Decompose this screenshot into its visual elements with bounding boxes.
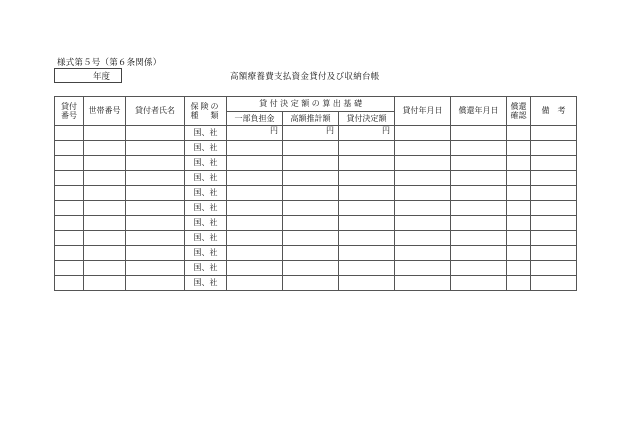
cell-partial-burden[interactable] [227, 156, 283, 171]
table-row [55, 171, 577, 186]
cell-partial-burden[interactable] [227, 246, 283, 261]
header-basis-group: 貸 付 決 定 額 の 算 出 基 礎 [227, 97, 395, 112]
cell-loan-no[interactable] [55, 276, 84, 291]
cell-insurance-type: 国、社 [185, 186, 227, 201]
header-insurance-type: 保険の 種 類 [185, 97, 227, 126]
cell-borrower-name[interactable] [126, 201, 185, 216]
cell-borrower-name[interactable] [126, 126, 185, 141]
table-row [55, 246, 577, 261]
cell-household-no[interactable] [84, 186, 126, 201]
cell-household-no[interactable] [84, 231, 126, 246]
cell-household-no[interactable] [84, 276, 126, 291]
cell-loan-decision[interactable] [339, 201, 395, 216]
cell-loan-no[interactable] [55, 246, 84, 261]
cell-insurance-type: 国、社 [185, 216, 227, 231]
cell-remarks[interactable] [531, 201, 577, 216]
year-field[interactable] [54, 68, 122, 83]
cell-loan-decision[interactable] [339, 276, 395, 291]
cell-household-no[interactable] [84, 261, 126, 276]
cell-household-no[interactable] [84, 171, 126, 186]
cell-loan-decision[interactable]: 円 [339, 126, 395, 141]
cell-remarks[interactable] [531, 186, 577, 201]
header-repayment-check: 償還 確認 [507, 97, 531, 126]
cell-repayment-date[interactable] [451, 186, 507, 201]
cell-insurance-type: 国、社 [185, 276, 227, 291]
table-row [55, 276, 577, 291]
cell-repayment-check[interactable] [507, 156, 531, 171]
ledger-table [54, 96, 577, 291]
cell-remarks[interactable] [531, 126, 577, 141]
cell-repayment-date[interactable] [451, 276, 507, 291]
cell-repayment-date[interactable] [451, 201, 507, 216]
cell-high-cost-estimate[interactable] [283, 246, 339, 261]
cell-loan-decision[interactable] [339, 156, 395, 171]
table-row [55, 201, 577, 216]
cell-remarks[interactable] [531, 231, 577, 246]
cell-remarks[interactable] [531, 261, 577, 276]
cell-loan-no[interactable] [55, 261, 84, 276]
cell-borrower-name[interactable] [126, 216, 185, 231]
cell-loan-date[interactable] [395, 261, 451, 276]
cell-repayment-check[interactable] [507, 171, 531, 186]
cell-repayment-date[interactable] [451, 171, 507, 186]
cell-repayment-check[interactable] [507, 141, 531, 156]
cell-repayment-check[interactable] [507, 276, 531, 291]
cell-loan-date[interactable] [395, 126, 451, 141]
cell-repayment-date[interactable] [451, 156, 507, 171]
form-number: 様式第５号（第６条関係） [57, 58, 162, 68]
cell-loan-decision[interactable] [339, 186, 395, 201]
cell-partial-burden[interactable] [227, 186, 283, 201]
cell-loan-decision[interactable] [339, 231, 395, 246]
cell-partial-burden[interactable]: 円 [227, 126, 283, 141]
header-high-cost-estimate: 高額推計額 [283, 112, 339, 126]
cell-borrower-name[interactable] [126, 246, 185, 261]
cell-borrower-name[interactable] [126, 231, 185, 246]
cell-remarks[interactable] [531, 216, 577, 231]
header-borrower-name: 貸付者氏名 [126, 97, 185, 126]
cell-partial-burden[interactable] [227, 261, 283, 276]
cell-partial-burden[interactable] [227, 231, 283, 246]
cell-loan-decision[interactable] [339, 246, 395, 261]
cell-repayment-date[interactable] [451, 231, 507, 246]
cell-insurance-type: 国、社 [185, 261, 227, 276]
cell-borrower-name[interactable] [126, 171, 185, 186]
cell-repayment-date[interactable] [451, 246, 507, 261]
cell-high-cost-estimate[interactable] [283, 231, 339, 246]
cell-remarks[interactable] [531, 246, 577, 261]
header-household-no: 世帯番号 [84, 97, 126, 126]
cell-repayment-date[interactable] [451, 261, 507, 276]
cell-loan-no[interactable] [55, 171, 84, 186]
cell-insurance-type: 国、社 [185, 246, 227, 261]
cell-household-no[interactable] [84, 246, 126, 261]
cell-partial-burden[interactable] [227, 171, 283, 186]
cell-loan-no[interactable] [55, 216, 84, 231]
cell-partial-burden[interactable] [227, 216, 283, 231]
cell-borrower-name[interactable] [126, 141, 185, 156]
cell-remarks[interactable] [531, 276, 577, 291]
cell-repayment-check[interactable] [507, 261, 531, 276]
table-row [55, 231, 577, 246]
cell-repayment-check[interactable] [507, 231, 531, 246]
cell-loan-no[interactable] [55, 126, 84, 141]
cell-insurance-type: 国、社 [185, 156, 227, 171]
ledger-body [55, 126, 577, 291]
table-row [55, 156, 577, 171]
cell-loan-date[interactable] [395, 141, 451, 156]
table-row [55, 216, 577, 231]
cell-loan-date[interactable] [395, 186, 451, 201]
cell-loan-date[interactable] [395, 276, 451, 291]
table-row [55, 126, 577, 141]
cell-loan-date[interactable] [395, 201, 451, 216]
header-loan-no: 貸付 番号 [55, 97, 84, 126]
cell-loan-date[interactable] [395, 231, 451, 246]
cell-repayment-date[interactable] [451, 216, 507, 231]
cell-insurance-type: 国、社 [185, 126, 227, 141]
cell-repayment-check[interactable] [507, 201, 531, 216]
header-partial-burden: 一部負担金 [227, 112, 283, 126]
year-label: 年度 [92, 71, 110, 82]
cell-high-cost-estimate[interactable] [283, 201, 339, 216]
cell-household-no[interactable] [84, 216, 126, 231]
cell-high-cost-estimate[interactable] [283, 276, 339, 291]
cell-high-cost-estimate[interactable] [283, 141, 339, 156]
cell-borrower-name[interactable] [126, 156, 185, 171]
cell-repayment-check[interactable] [507, 186, 531, 201]
cell-borrower-name[interactable] [126, 186, 185, 201]
cell-repayment-date[interactable] [451, 141, 507, 156]
cell-partial-burden[interactable] [227, 201, 283, 216]
cell-borrower-name[interactable] [126, 276, 185, 291]
table-row [55, 141, 577, 156]
cell-loan-no[interactable] [55, 186, 84, 201]
cell-insurance-type: 国、社 [185, 171, 227, 186]
cell-household-no[interactable] [84, 156, 126, 171]
header-loan-date: 貸付年月日 [395, 97, 451, 126]
cell-loan-no[interactable] [55, 156, 84, 171]
cell-loan-decision[interactable] [339, 141, 395, 156]
table-row [55, 186, 577, 201]
cell-loan-date[interactable] [395, 246, 451, 261]
cell-loan-decision[interactable] [339, 261, 395, 276]
cell-insurance-type: 国、社 [185, 201, 227, 216]
header-loan-decision: 貸付決定額 [339, 112, 395, 126]
cell-household-no[interactable] [84, 126, 126, 141]
cell-loan-no[interactable] [55, 201, 84, 216]
cell-high-cost-estimate[interactable] [283, 261, 339, 276]
cell-insurance-type: 国、社 [185, 141, 227, 156]
cell-loan-decision[interactable] [339, 171, 395, 186]
cell-loan-date[interactable] [395, 216, 451, 231]
cell-partial-burden[interactable] [227, 276, 283, 291]
cell-repayment-check[interactable] [507, 216, 531, 231]
cell-loan-date[interactable] [395, 156, 451, 171]
cell-loan-no[interactable] [55, 231, 84, 246]
cell-insurance-type: 国、社 [185, 231, 227, 246]
cell-borrower-name[interactable] [126, 261, 185, 276]
cell-repayment-date[interactable] [451, 126, 507, 141]
cell-high-cost-estimate[interactable] [283, 171, 339, 186]
cell-household-no[interactable] [84, 141, 126, 156]
table-row [55, 261, 577, 276]
cell-partial-burden[interactable] [227, 141, 283, 156]
cell-remarks[interactable] [531, 171, 577, 186]
cell-household-no[interactable] [84, 201, 126, 216]
header-repayment-date: 償還年月日 [451, 97, 507, 126]
cell-remarks[interactable] [531, 141, 577, 156]
cell-loan-date[interactable] [395, 171, 451, 186]
cell-loan-decision[interactable] [339, 216, 395, 231]
cell-repayment-check[interactable] [507, 246, 531, 261]
cell-remarks[interactable] [531, 156, 577, 171]
cell-high-cost-estimate[interactable] [283, 216, 339, 231]
cell-high-cost-estimate[interactable]: 円 [283, 126, 339, 141]
header-remarks: 備 考 [531, 97, 577, 126]
cell-high-cost-estimate[interactable] [283, 186, 339, 201]
cell-loan-no[interactable] [55, 141, 84, 156]
document-title: 高額療養費支払資金貸付及び収納台帳 [230, 72, 380, 82]
cell-repayment-check[interactable] [507, 126, 531, 141]
cell-high-cost-estimate[interactable] [283, 156, 339, 171]
